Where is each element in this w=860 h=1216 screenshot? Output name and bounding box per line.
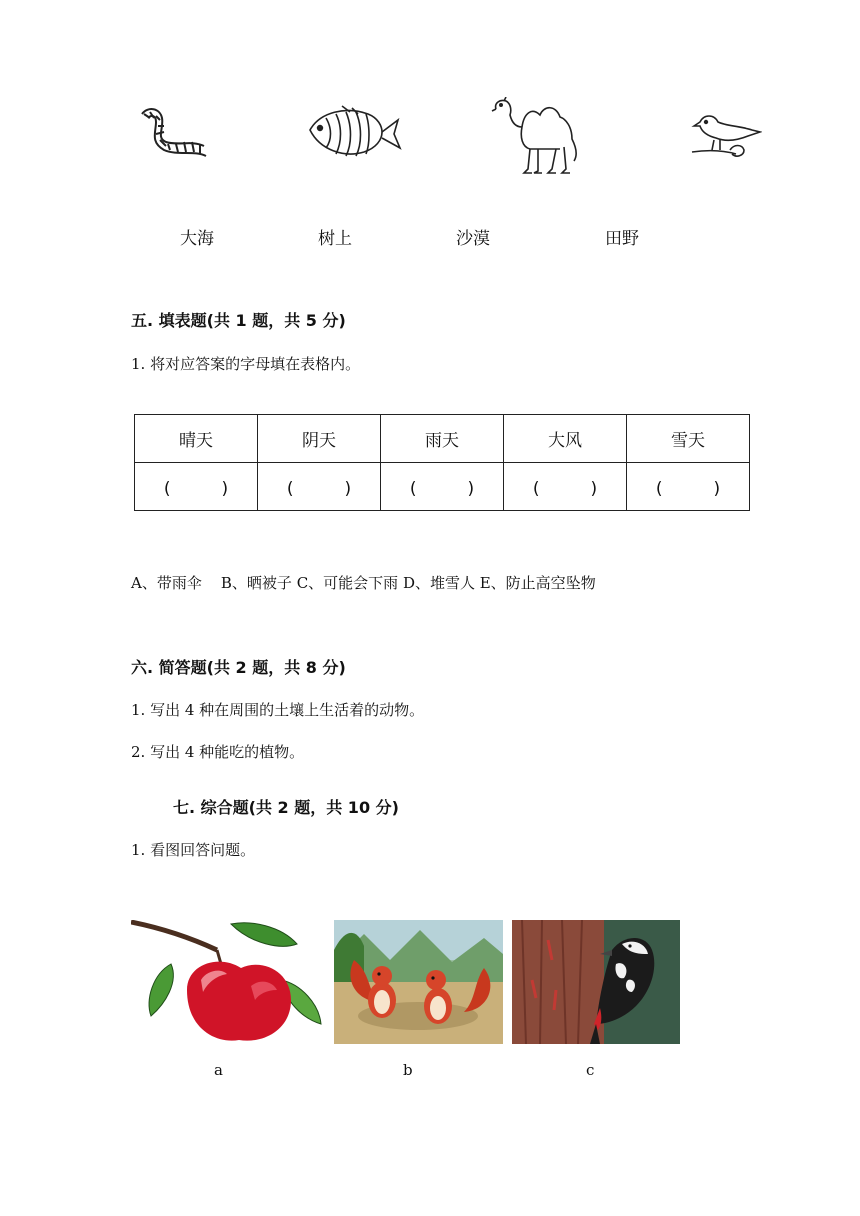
place-label: 树上 [318, 229, 352, 249]
table-header-cell: 晴天 [135, 415, 258, 463]
image-caption: c [586, 1061, 595, 1079]
table-header-cell: 阴天 [258, 415, 381, 463]
image-caption: a [214, 1061, 223, 1079]
answer-blank[interactable]: ( ) [504, 463, 627, 511]
answer-options: A、带雨伞 B、晒被子 C、可能会下雨 D、堆雪人 E、防止高空坠物 [131, 574, 596, 592]
fish-icon [306, 104, 402, 160]
answer-blank[interactable]: ( ) [258, 463, 381, 511]
table-header-cell: 雨天 [381, 415, 504, 463]
table-answer-row [135, 463, 750, 511]
question-text: 1. 写出 4 种在周围的土壤上生活着的动物。 [131, 701, 425, 719]
place-label: 大海 [180, 229, 214, 249]
earthworm-icon [134, 104, 212, 160]
table-header-row [135, 415, 750, 463]
bird-icon [690, 110, 762, 166]
place-label: 田野 [605, 229, 639, 249]
section-heading: 五. 填表题(共 1 题，共 5 分) [131, 311, 346, 330]
table-header-cell: 大风 [504, 415, 627, 463]
table-header-cell: 雪天 [627, 415, 750, 463]
section-heading: 七. 综合题(共 2 题，共 10 分) [173, 798, 399, 817]
image-caption: b [403, 1061, 413, 1079]
camel-icon [490, 97, 586, 179]
question-text: 2. 写出 4 种能吃的植物。 [131, 743, 305, 761]
question-text: 1. 看图回答问题。 [131, 841, 256, 859]
question-text: 1. 将对应答案的字母填在表格内。 [131, 355, 361, 373]
place-label: 沙漠 [456, 229, 490, 249]
section-heading: 六. 简答题(共 2 题，共 8 分) [131, 658, 346, 677]
answer-blank[interactable]: ( ) [627, 463, 750, 511]
weather-answer-table [134, 414, 750, 511]
answer-blank[interactable]: ( ) [381, 463, 504, 511]
apple-branch-icon [131, 920, 324, 1044]
woodpecker-icon [512, 920, 680, 1044]
answer-blank[interactable]: ( ) [135, 463, 258, 511]
squirrels-icon [334, 920, 503, 1044]
